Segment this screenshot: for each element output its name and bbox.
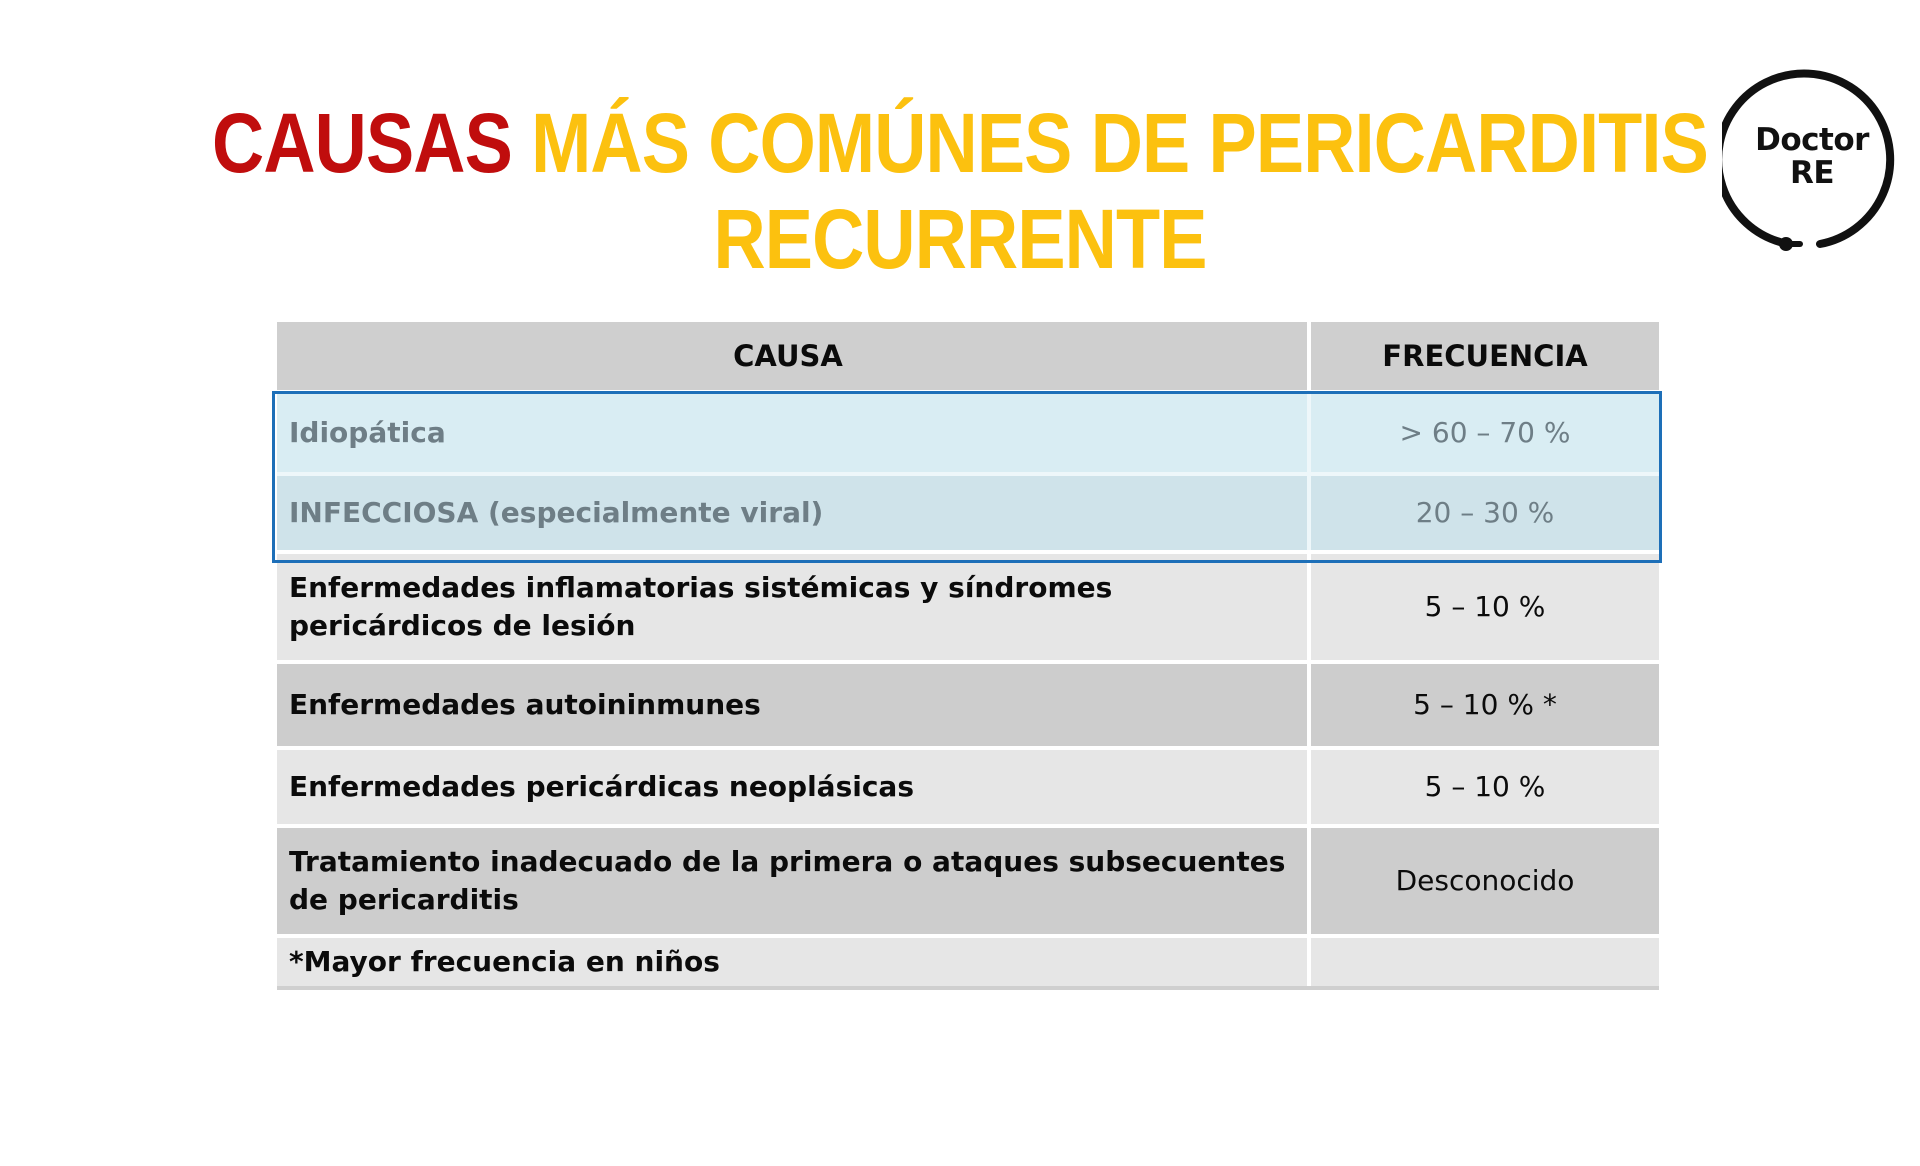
table-row: [277, 554, 1659, 664]
table-row: [277, 664, 1659, 750]
table-row: [277, 750, 1659, 828]
header-cause: CAUSA: [277, 322, 1311, 390]
frequency-cell: 5 – 10 %: [1424, 770, 1546, 803]
cause-cell: INFECCIOSA (especialmente viral): [277, 476, 1311, 550]
cause-cell: Enfermedades autoininmunes: [277, 664, 1311, 746]
cause-cell: Tratamiento inadecuado de la primera o ataques subsecuentes de pericarditis: [277, 828, 1311, 934]
table-footnote-row: [277, 938, 1659, 990]
table-row: [277, 394, 1659, 476]
frequency-cell: 5 – 10 %: [1424, 590, 1546, 623]
doctor-re-logo: [1722, 66, 1912, 256]
frequency-cell: 20 – 30 %: [1415, 496, 1555, 529]
logo-line-2: RE: [1789, 155, 1835, 191]
footnote-frequency-cell: [1311, 938, 1659, 986]
title-line-2: RECURRENTE: [713, 192, 1207, 286]
page-title: [134, 95, 1785, 287]
frequency-cell: > 60 – 70 %: [1399, 416, 1571, 449]
table-row: [277, 828, 1659, 938]
table-row: [277, 476, 1659, 554]
title-yellow-text: MÁS COMÚNES DE PERICARDITIS: [531, 96, 1708, 190]
frequency-cell: 5 – 10 % *: [1413, 688, 1557, 721]
logo-text: [1722, 124, 1902, 190]
header-frequency: FRECUENCIA: [1382, 339, 1588, 373]
footnote-cell: *Mayor frecuencia en niños: [277, 938, 1311, 986]
title-red-word: CAUSAS: [212, 96, 512, 190]
cause-cell: Enfermedades pericárdicas neoplásicas: [277, 750, 1311, 824]
cause-cell: Idiopática: [277, 394, 1311, 472]
cause-cell: Enfermedades inflamatorias sistémicas y síndromes pericárdicos de lesión: [277, 554, 1311, 660]
title-line-1: [134, 95, 1785, 191]
logo-line-1: Doctor: [1755, 122, 1869, 158]
causes-table: [277, 322, 1659, 990]
table-header-row: [277, 322, 1659, 394]
frequency-cell: Desconocido: [1395, 864, 1575, 897]
